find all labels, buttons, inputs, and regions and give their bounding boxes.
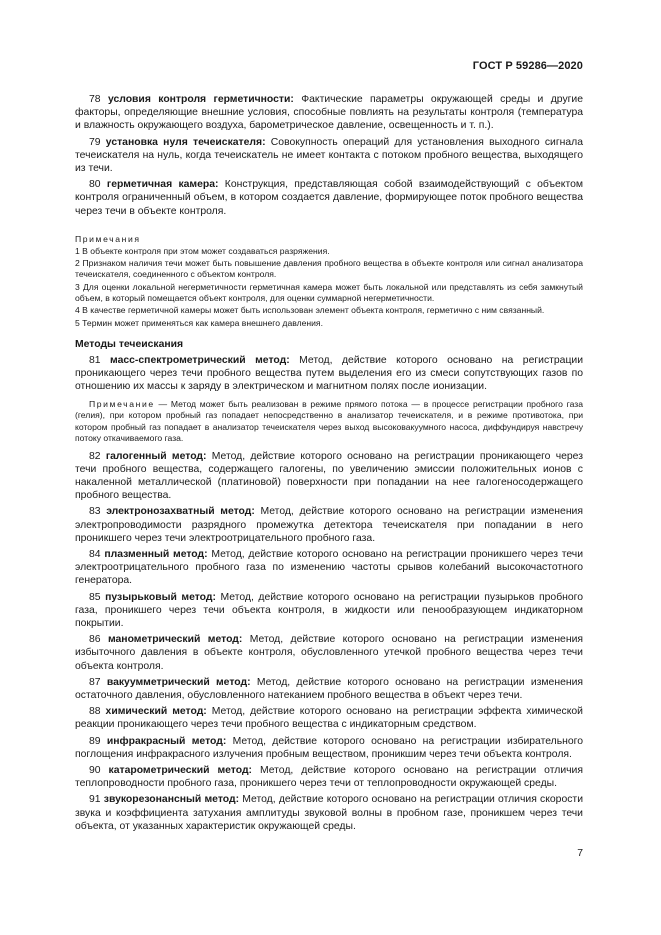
definition-text: Метод, действие которого основано на регистрации проникшего через течи электроотрицательного пробного газа по изменению частоты срывов колебаний высокочастотного генератора. <box>75 548 584 587</box>
definition-term: условия контроля герметичности: <box>107 94 294 105</box>
definition-text: Метод, действие которого основано на регистрации пузырьков пробного газа, проникшего через течи объекта контроля, в жидкости или пенообразующем индикаторном покрытии. <box>75 591 584 629</box>
definition-text: Совокупность операций для установления выходного сигнала течеискателя на нуль, когда течеискатель не имеет контакта с потоком пробного вещества, выходящего из течи. <box>75 136 583 175</box>
inline-note <box>75 399 583 445</box>
definition-term: звукорезонансный метод: <box>103 794 240 806</box>
document-page <box>75 0 583 935</box>
note-item: 5 Термин может применяться как камера внешнего давления. <box>75 317 323 328</box>
definition-text: Фактические параметры окружающей среды и другие факторы, определяющие внешние условия, способные повлиять на результаты контроля (температура и влажность окружающего воздуха, барометрическое давление, освещенность и т. п.). <box>75 94 584 132</box>
definition-85: 85 пузырьковый метод: Метод, действие которого основано на регистрации пузырьков пробного газа, проникшего через течи объекта контроля, в жидкости или пенообразующем индикаторном покрытии. <box>75 591 584 629</box>
definition-78: 78 условия контроля герметичности: Фактические параметры окружающей среды и другие факторы, определяющие внешние условия, способные повлиять на результаты контроля (температура и влажность окружающего воздуха, барометрическое давление, освещенность и т. п.). <box>75 94 584 132</box>
definition-term: вакуумметрический метод: <box>106 676 251 688</box>
document-body <box>75 93 583 833</box>
definition-text: Метод, действие которого основано на регистрации отличия скорости звука и коэффициента затухания амплитуды звуковой волны в пробном газе, проникшем через течи объекта, от указанных характеристик окружающей среды. <box>75 794 583 832</box>
section-title: Методы течеискания <box>75 338 184 350</box>
document-header: ГОСТ Р 59286—2020 <box>472 60 583 72</box>
page-number: 7 <box>577 848 583 859</box>
definition-text: Метод, действие которого основано на регистрации изменения электропроводимости разрядного промежутка детектора течеискателя при попадании в него проникшего через течи электроотрицательного пробного газа. <box>75 506 583 544</box>
definition-term: электронозахватный метод: <box>106 506 255 518</box>
definition-79: 79 установка нуля течеискателя: Совокупность операций для установления выходного сигнала течеискателя на нуль, когда течеискатель не имеет контакта с потоком пробного вещества, выходящего из течи. <box>75 136 583 175</box>
definition-term: пузырьковый метод: <box>105 591 216 603</box>
definition-term: инфракрасный метод: <box>106 735 227 747</box>
definition-88: 88 химический метод: Метод, действие которого основано на регистрации эффекта химической реакции проникающего через течи пробного вещества с индикаторным средством. <box>75 706 583 731</box>
note-item: 1 В объекте контроля при этом может создаваться разряжения. <box>75 245 330 256</box>
notes-title: Примечания <box>75 233 141 244</box>
definition-term: герметичная камера: <box>106 179 219 191</box>
notes-block <box>75 233 583 329</box>
definition-text: Метод, действие которого основано на регистрации изменения избыточного давления в объекте контроля, обусловленного утечкой пробного вещества через течи объекта контроля. <box>75 634 583 672</box>
definition-80: 80 герметичная камера: Конструкция, представляющая собой взаимодействующий с объектом контроля ограниченный объем, в котором создается давление, формирующее поток пробного вещества через течи в объекте контроля. <box>75 179 584 217</box>
definition-82: 82 галогенный метод: Метод, действие которого основано на регистрации проникающего через течи пробного вещества, содержащего галогены, по увеличению эмиссии положительных ионов с накаленной металлической (платиновой) поверхности при попадании на нее галогеносодержащего пробного вещества. <box>75 450 583 502</box>
definition-term: манометрический метод: <box>107 634 243 646</box>
definition-91: 91 звукорезонансный метод: Метод, действие которого основано на регистрации отличия скорости звука и коэффициента затухания амплитуды звуковой волны в пробном газе, проникшем через течи объекта, от указанных характеристик окружающей среды. <box>75 794 583 832</box>
definition-90: 90 катарометрический метод: Метод, действие которого основано на регистрации отличия теплопроводности пробного газа, проникшего через течи от теплопроводности окружающей среды. <box>75 764 583 790</box>
note-item: 3 Для оценки локальной негерметичности герметичная камера может быть локальной или представлять из себя замкнутый объем, в который помещается объект контроля, для оценки суммарной негерметичности. <box>75 281 583 304</box>
definition-text: Метод, действие которого основано на регистрации изменения остаточного давления, обусловленного натеканием пробного вещества в объект через течи. <box>75 676 584 701</box>
note-label: Примечание <box>89 398 155 409</box>
definition-term: галогенный метод: <box>105 450 207 462</box>
definition-term: катарометрический метод: <box>108 764 252 776</box>
definition-text: Метод, действие которого основано на регистрации эффекта химической реакции проникающего через течи пробного вещества с индикаторным средством. <box>75 706 583 731</box>
definition-84: 84 плазменный метод: Метод, действие которого основано на регистрации проникшего через течи электроотрицательного пробного газа по изменению частоты срывов колебаний высокочастотного генератора. <box>75 548 584 587</box>
definition-text: Метод, действие которого основано на регистрации проникающего через течи пробного вещества путем выделения его из смеси сопутствующих газов по отношению их массы к заряду в электрическом и магнитном полях после ионизации. <box>75 354 584 393</box>
definitions-group-b <box>75 450 583 833</box>
definition-term: масс-спектрометрический метод: <box>110 354 290 366</box>
definition-text: Метод, действие которого основано на регистрации проникающего через течи пробного вещества, содержащего галогены, по увеличению эмиссии положительных ионов с накаленной металлической (платиновой) поверхности при попадании на нее галогеносодержащего пробного вещества. <box>75 450 583 502</box>
note-text: — Метод может быть реализован в режиме прямого потока — в процессе регистрации пробного газа (гелия), при котором пробный газ попадает непосредственно в анализатор течеискателя, и в режиме противотока, при котором пробный газ попадает в анализатор течеискателя через выход высоковакуумного насоса, диффундируя навстречу потоку откачиваемого газа. <box>75 398 584 444</box>
definition-text: Конструкция, представляющая собой взаимодействующий с объектом контроля ограниченный объем, в котором создается давление, формирующее поток пробного вещества через течи в объекте контроля. <box>75 179 584 217</box>
definition-term: химический метод: <box>105 706 207 718</box>
definition-text: Метод, действие которого основано на регистрации избирательного поглощения инфракрасного излучения пробным веществом, проникшим через течи объекта контроля. <box>75 735 583 760</box>
note-item: 4 В качестве герметичной камеры может быть использован элемент объекта контроля, герметично с ним связанный. <box>75 305 545 316</box>
definition-term: установка нуля течеискателя: <box>105 136 266 148</box>
definition-87: 87 вакуумметрический метод: Метод, действие которого основано на регистрации изменения остаточного давления, обусловленного натеканием пробного вещества в объект через течи. <box>75 676 584 701</box>
definition-81: 81 масс-спектрометрический метод: Метод, действие которого основано на регистрации проникающего через течи пробного вещества путем выделения его из смеси сопутствующих газов по отношению их массы к заряду в электрическом и магнитном полях после ионизации. <box>75 354 584 393</box>
definition-83: 83 электронозахватный метод: Метод, действие которого основано на регистрации изменения электропроводимости разрядного промежутка детектора течеискателя при попадании в него проникшего через течи электроотрицательного пробного газа. <box>75 506 583 544</box>
definition-term: плазменный метод: <box>104 548 208 560</box>
definitions-group-a <box>75 93 583 218</box>
definition-86: 86 манометрический метод: Метод, действие которого основано на регистрации изменения избыточного давления в объекте контроля, обусловленного утечкой пробного вещества через течи объекта контроля. <box>75 634 583 672</box>
definition-89: 89 инфракрасный метод: Метод, действие которого основано на регистрации избирательного поглощения инфракрасного излучения пробным веществом, проникшим через течи объекта контроля. <box>75 735 583 760</box>
note-item: 2 Признаком наличия течи может быть повышение давления пробного вещества в объекте контроля или сигнал анализатора течеискателя, соединенного с объектом контроля. <box>75 258 583 280</box>
definition-text: Метод, действие которого основано на регистрации отличия теплопроводности пробного газа, проникшего через течи от теплопроводности окружающей среды. <box>75 764 583 790</box>
